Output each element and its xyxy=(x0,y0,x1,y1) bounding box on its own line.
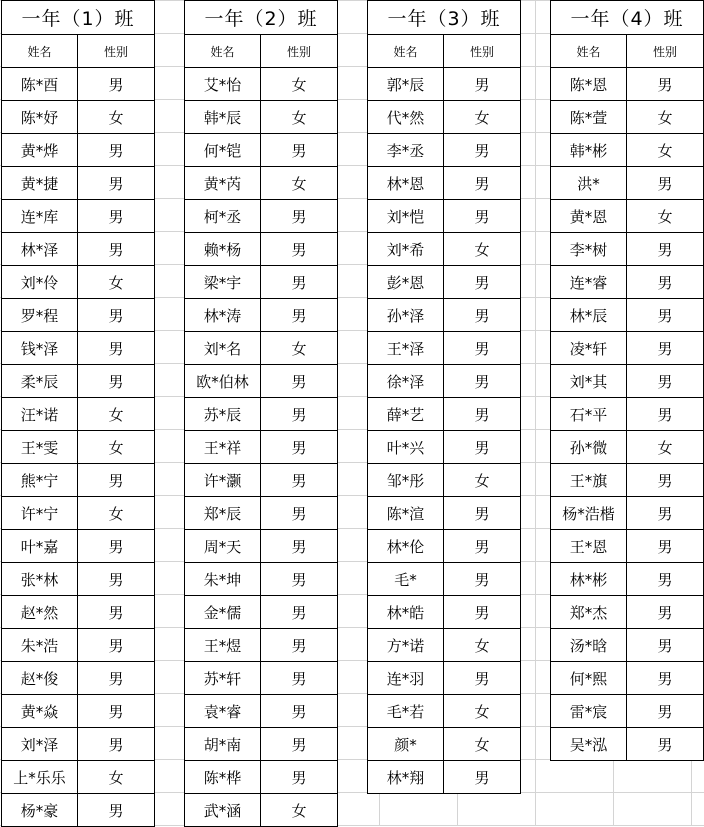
student-name-cell: 何*铠 xyxy=(185,134,261,167)
student-gender-cell: 男 xyxy=(78,695,155,728)
student-name-cell: 林*彬 xyxy=(551,563,627,596)
student-name-cell: 陈*桦 xyxy=(185,761,261,794)
student-gender-cell: 男 xyxy=(627,563,704,596)
student-name-cell: 黄*烨 xyxy=(2,134,78,167)
student-name-cell: 李*树 xyxy=(551,233,627,266)
table-row xyxy=(551,431,704,464)
student-name-cell: 韩*辰 xyxy=(185,101,261,134)
student-name-cell: 林*泽 xyxy=(2,233,78,266)
table-row xyxy=(368,431,521,464)
student-name-cell: 王*煜 xyxy=(185,629,261,662)
table-row xyxy=(185,728,338,761)
table-row xyxy=(2,662,155,695)
student-gender-cell: 男 xyxy=(78,167,155,200)
table-row xyxy=(551,563,704,596)
student-name-cell: 赵*然 xyxy=(2,596,78,629)
student-name-cell: 洪* xyxy=(551,167,627,200)
student-gender-cell: 男 xyxy=(627,332,704,365)
student-gender-cell: 男 xyxy=(627,464,704,497)
student-name-cell: 王*雯 xyxy=(2,431,78,464)
table-row xyxy=(551,200,704,233)
table-row xyxy=(368,596,521,629)
table-row xyxy=(185,200,338,233)
student-gender-cell: 男 xyxy=(444,167,521,200)
table-row xyxy=(368,233,521,266)
table-row xyxy=(185,332,338,365)
student-gender-cell: 女 xyxy=(261,101,338,134)
student-gender-cell: 女 xyxy=(627,101,704,134)
student-gender-cell: 女 xyxy=(444,629,521,662)
student-gender-cell: 男 xyxy=(78,596,155,629)
table-row xyxy=(185,497,338,530)
student-name-cell: 代*然 xyxy=(368,101,444,134)
student-name-cell: 汤*晗 xyxy=(551,629,627,662)
student-gender-cell: 男 xyxy=(444,497,521,530)
table-row xyxy=(368,662,521,695)
table-row xyxy=(368,629,521,662)
table-row xyxy=(551,332,704,365)
table-row xyxy=(185,431,338,464)
student-name-cell: 王*恩 xyxy=(551,530,627,563)
student-gender-cell: 男 xyxy=(78,200,155,233)
table-row xyxy=(2,200,155,233)
table-row xyxy=(368,728,521,761)
student-name-cell: 林*恩 xyxy=(368,167,444,200)
student-gender-cell: 男 xyxy=(78,464,155,497)
table-row xyxy=(2,464,155,497)
student-name-cell: 黄*捷 xyxy=(2,167,78,200)
table-row xyxy=(185,530,338,563)
student-name-cell: 王*祥 xyxy=(185,431,261,464)
class-title: 一年（3）班 xyxy=(368,1,521,35)
student-gender-cell: 男 xyxy=(78,728,155,761)
student-gender-cell: 男 xyxy=(78,530,155,563)
class-title: 一年（4）班 xyxy=(551,1,704,35)
student-name-cell: 吴*泓 xyxy=(551,728,627,761)
student-name-cell: 熊*宁 xyxy=(2,464,78,497)
table-row xyxy=(2,332,155,365)
student-gender-cell: 男 xyxy=(444,266,521,299)
student-gender-cell: 女 xyxy=(444,695,521,728)
table-row xyxy=(185,233,338,266)
student-name-cell: 王*泽 xyxy=(368,332,444,365)
student-gender-cell: 女 xyxy=(78,431,155,464)
table-row xyxy=(185,662,338,695)
table-row xyxy=(2,761,155,794)
table-row xyxy=(2,695,155,728)
table-row xyxy=(2,431,155,464)
student-gender-cell: 女 xyxy=(261,68,338,101)
table-row xyxy=(368,464,521,497)
table-row xyxy=(368,266,521,299)
student-gender-cell: 女 xyxy=(444,728,521,761)
student-name-cell: 孙*泽 xyxy=(368,299,444,332)
student-name-cell: 上*乐乐 xyxy=(2,761,78,794)
student-name-cell: 陈*酉 xyxy=(2,68,78,101)
name-column-header: 姓名 xyxy=(2,35,78,68)
table-row xyxy=(185,101,338,134)
table-row xyxy=(2,530,155,563)
name-column-header: 姓名 xyxy=(368,35,444,68)
class-title: 一年（2）班 xyxy=(185,1,338,35)
class-2-table xyxy=(184,0,338,827)
table-row xyxy=(2,266,155,299)
student-gender-cell: 男 xyxy=(261,398,338,431)
student-gender-cell: 男 xyxy=(261,662,338,695)
table-row xyxy=(551,299,704,332)
name-column-header: 姓名 xyxy=(185,35,261,68)
student-gender-cell: 女 xyxy=(444,233,521,266)
table-row xyxy=(551,497,704,530)
student-gender-cell: 女 xyxy=(78,398,155,431)
student-gender-cell: 女 xyxy=(261,794,338,827)
gender-column-header: 性别 xyxy=(627,35,704,68)
student-gender-cell: 男 xyxy=(444,761,521,794)
student-name-cell: 林*翔 xyxy=(368,761,444,794)
student-gender-cell: 男 xyxy=(627,233,704,266)
student-name-cell: 武*涵 xyxy=(185,794,261,827)
table-row xyxy=(551,662,704,695)
student-gender-cell: 男 xyxy=(78,563,155,596)
table-row xyxy=(185,596,338,629)
student-gender-cell: 女 xyxy=(78,497,155,530)
student-gender-cell: 男 xyxy=(78,332,155,365)
table-row xyxy=(2,68,155,101)
table-row xyxy=(551,398,704,431)
student-name-cell: 林*涛 xyxy=(185,299,261,332)
student-name-cell: 徐*泽 xyxy=(368,365,444,398)
table-row xyxy=(185,134,338,167)
table-row xyxy=(185,68,338,101)
student-gender-cell: 男 xyxy=(261,266,338,299)
student-gender-cell: 男 xyxy=(444,662,521,695)
student-gender-cell: 女 xyxy=(78,266,155,299)
student-gender-cell: 男 xyxy=(261,563,338,596)
student-name-cell: 陈*恩 xyxy=(551,68,627,101)
student-name-cell: 许*灏 xyxy=(185,464,261,497)
student-gender-cell: 男 xyxy=(444,332,521,365)
student-gender-cell: 男 xyxy=(261,530,338,563)
student-name-cell: 苏*辰 xyxy=(185,398,261,431)
table-row xyxy=(551,266,704,299)
table-row xyxy=(185,695,338,728)
gender-column-header: 性别 xyxy=(444,35,521,68)
table-row xyxy=(368,332,521,365)
table-row xyxy=(2,299,155,332)
student-name-cell: 郭*辰 xyxy=(368,68,444,101)
student-gender-cell: 男 xyxy=(444,299,521,332)
table-row xyxy=(368,68,521,101)
student-name-cell: 钱*泽 xyxy=(2,332,78,365)
student-name-cell: 陈*妤 xyxy=(2,101,78,134)
name-column-header: 姓名 xyxy=(551,35,627,68)
student-name-cell: 黄*芮 xyxy=(185,167,261,200)
table-row xyxy=(368,365,521,398)
table-row xyxy=(368,134,521,167)
student-name-cell: 连*库 xyxy=(2,200,78,233)
table-row xyxy=(2,101,155,134)
table-row xyxy=(2,365,155,398)
student-gender-cell: 男 xyxy=(627,497,704,530)
student-gender-cell: 男 xyxy=(627,662,704,695)
student-gender-cell: 男 xyxy=(627,728,704,761)
table-row xyxy=(2,728,155,761)
student-name-cell: 周*天 xyxy=(185,530,261,563)
student-gender-cell: 男 xyxy=(261,200,338,233)
table-row xyxy=(185,365,338,398)
student-name-cell: 叶*嘉 xyxy=(2,530,78,563)
class-title: 一年（1）班 xyxy=(2,1,155,35)
student-name-cell: 郑*杰 xyxy=(551,596,627,629)
student-gender-cell: 男 xyxy=(627,530,704,563)
student-name-cell: 陈*萱 xyxy=(551,101,627,134)
table-row xyxy=(185,167,338,200)
student-gender-cell: 男 xyxy=(78,629,155,662)
student-name-cell: 柔*辰 xyxy=(2,365,78,398)
student-name-cell: 林*皓 xyxy=(368,596,444,629)
student-gender-cell: 男 xyxy=(261,497,338,530)
student-gender-cell: 男 xyxy=(261,431,338,464)
student-gender-cell: 男 xyxy=(627,365,704,398)
student-gender-cell: 男 xyxy=(78,68,155,101)
student-gender-cell: 男 xyxy=(261,629,338,662)
student-gender-cell: 男 xyxy=(444,596,521,629)
student-gender-cell: 男 xyxy=(261,365,338,398)
student-name-cell: 袁*睿 xyxy=(185,695,261,728)
student-gender-cell: 男 xyxy=(627,695,704,728)
student-gender-cell: 男 xyxy=(78,233,155,266)
table-row xyxy=(185,629,338,662)
student-name-cell: 柯*丞 xyxy=(185,200,261,233)
table-row xyxy=(368,299,521,332)
table-row xyxy=(551,596,704,629)
student-gender-cell: 男 xyxy=(444,431,521,464)
table-row xyxy=(2,497,155,530)
student-name-cell: 陈*渲 xyxy=(368,497,444,530)
student-gender-cell: 男 xyxy=(627,629,704,662)
student-name-cell: 雷*宸 xyxy=(551,695,627,728)
table-row xyxy=(551,464,704,497)
student-gender-cell: 女 xyxy=(627,134,704,167)
student-gender-cell: 男 xyxy=(444,68,521,101)
table-row xyxy=(185,266,338,299)
student-name-cell: 杨*浩楷 xyxy=(551,497,627,530)
table-row xyxy=(551,695,704,728)
table-row xyxy=(368,563,521,596)
student-name-cell: 朱*浩 xyxy=(2,629,78,662)
student-name-cell: 叶*兴 xyxy=(368,431,444,464)
table-row xyxy=(185,794,338,827)
table-row xyxy=(368,200,521,233)
student-name-cell: 许*宁 xyxy=(2,497,78,530)
student-name-cell: 赖*杨 xyxy=(185,233,261,266)
table-row xyxy=(368,398,521,431)
table-row xyxy=(551,728,704,761)
student-gender-cell: 男 xyxy=(78,662,155,695)
student-name-cell: 黄*恩 xyxy=(551,200,627,233)
table-row xyxy=(551,233,704,266)
student-name-cell: 汪*诺 xyxy=(2,398,78,431)
student-gender-cell: 女 xyxy=(627,431,704,464)
student-name-cell: 连*睿 xyxy=(551,266,627,299)
student-name-cell: 赵*俊 xyxy=(2,662,78,695)
table-row xyxy=(185,299,338,332)
student-gender-cell: 男 xyxy=(627,299,704,332)
student-gender-cell: 男 xyxy=(444,134,521,167)
student-name-cell: 郑*辰 xyxy=(185,497,261,530)
table-row xyxy=(2,134,155,167)
table-row xyxy=(2,233,155,266)
table-row xyxy=(551,629,704,662)
student-gender-cell: 男 xyxy=(444,530,521,563)
student-gender-cell: 男 xyxy=(261,299,338,332)
student-gender-cell: 男 xyxy=(261,596,338,629)
student-name-cell: 朱*坤 xyxy=(185,563,261,596)
table-row xyxy=(551,167,704,200)
student-gender-cell: 男 xyxy=(627,398,704,431)
student-name-cell: 颜* xyxy=(368,728,444,761)
student-gender-cell: 男 xyxy=(261,233,338,266)
student-name-cell: 彭*恩 xyxy=(368,266,444,299)
student-gender-cell: 男 xyxy=(261,761,338,794)
student-gender-cell: 女 xyxy=(261,332,338,365)
student-name-cell: 林*伦 xyxy=(368,530,444,563)
student-name-cell: 王*旗 xyxy=(551,464,627,497)
student-gender-cell: 男 xyxy=(444,563,521,596)
student-gender-cell: 女 xyxy=(444,464,521,497)
student-name-cell: 毛* xyxy=(368,563,444,596)
class-1-table xyxy=(1,0,155,827)
table-row xyxy=(368,695,521,728)
student-name-cell: 刘*恺 xyxy=(368,200,444,233)
student-name-cell: 艾*怡 xyxy=(185,68,261,101)
student-gender-cell: 男 xyxy=(78,299,155,332)
table-row xyxy=(185,761,338,794)
student-name-cell: 刘*其 xyxy=(551,365,627,398)
table-row xyxy=(2,596,155,629)
student-name-cell: 石*平 xyxy=(551,398,627,431)
student-name-cell: 韩*彬 xyxy=(551,134,627,167)
table-row xyxy=(368,497,521,530)
gender-column-header: 性别 xyxy=(78,35,155,68)
student-gender-cell: 男 xyxy=(261,134,338,167)
student-gender-cell: 男 xyxy=(261,695,338,728)
gender-column-header: 性别 xyxy=(261,35,338,68)
student-gender-cell: 女 xyxy=(78,761,155,794)
student-name-cell: 方*诺 xyxy=(368,629,444,662)
student-gender-cell: 女 xyxy=(627,200,704,233)
student-gender-cell: 男 xyxy=(78,794,155,827)
table-row xyxy=(368,167,521,200)
student-gender-cell: 男 xyxy=(444,398,521,431)
student-gender-cell: 男 xyxy=(261,728,338,761)
student-name-cell: 苏*轩 xyxy=(185,662,261,695)
class-4-table xyxy=(550,0,704,761)
student-gender-cell: 男 xyxy=(78,134,155,167)
student-name-cell: 胡*南 xyxy=(185,728,261,761)
student-name-cell: 刘*名 xyxy=(185,332,261,365)
student-gender-cell: 女 xyxy=(261,167,338,200)
student-name-cell: 黄*焱 xyxy=(2,695,78,728)
student-name-cell: 杨*豪 xyxy=(2,794,78,827)
student-gender-cell: 男 xyxy=(627,68,704,101)
table-row xyxy=(185,398,338,431)
student-name-cell: 李*丞 xyxy=(368,134,444,167)
student-name-cell: 刘*希 xyxy=(368,233,444,266)
student-name-cell: 金*儒 xyxy=(185,596,261,629)
table-row xyxy=(185,563,338,596)
student-name-cell: 张*林 xyxy=(2,563,78,596)
table-row xyxy=(551,530,704,563)
student-gender-cell: 女 xyxy=(78,101,155,134)
student-name-cell: 毛*若 xyxy=(368,695,444,728)
student-gender-cell: 女 xyxy=(444,101,521,134)
student-name-cell: 孙*微 xyxy=(551,431,627,464)
table-row xyxy=(551,134,704,167)
table-row xyxy=(2,563,155,596)
class-3-table xyxy=(367,0,521,794)
table-row xyxy=(2,167,155,200)
student-name-cell: 林*辰 xyxy=(551,299,627,332)
table-row xyxy=(368,101,521,134)
student-name-cell: 梁*宇 xyxy=(185,266,261,299)
table-row xyxy=(2,629,155,662)
student-name-cell: 邹*彤 xyxy=(368,464,444,497)
student-gender-cell: 男 xyxy=(627,266,704,299)
student-name-cell: 刘*伶 xyxy=(2,266,78,299)
student-gender-cell: 男 xyxy=(261,464,338,497)
table-row xyxy=(2,794,155,827)
student-name-cell: 刘*泽 xyxy=(2,728,78,761)
table-row xyxy=(2,398,155,431)
table-row xyxy=(551,68,704,101)
student-name-cell: 连*羽 xyxy=(368,662,444,695)
table-row xyxy=(185,464,338,497)
student-gender-cell: 男 xyxy=(627,167,704,200)
student-name-cell: 欧*伯林 xyxy=(185,365,261,398)
student-gender-cell: 男 xyxy=(444,200,521,233)
table-row xyxy=(368,761,521,794)
table-row xyxy=(551,101,704,134)
student-gender-cell: 男 xyxy=(627,596,704,629)
student-name-cell: 薛*艺 xyxy=(368,398,444,431)
student-gender-cell: 男 xyxy=(444,365,521,398)
student-gender-cell: 男 xyxy=(78,365,155,398)
student-name-cell: 凌*轩 xyxy=(551,332,627,365)
student-name-cell: 罗*程 xyxy=(2,299,78,332)
table-row xyxy=(368,530,521,563)
student-name-cell: 何*熙 xyxy=(551,662,627,695)
table-row xyxy=(551,365,704,398)
